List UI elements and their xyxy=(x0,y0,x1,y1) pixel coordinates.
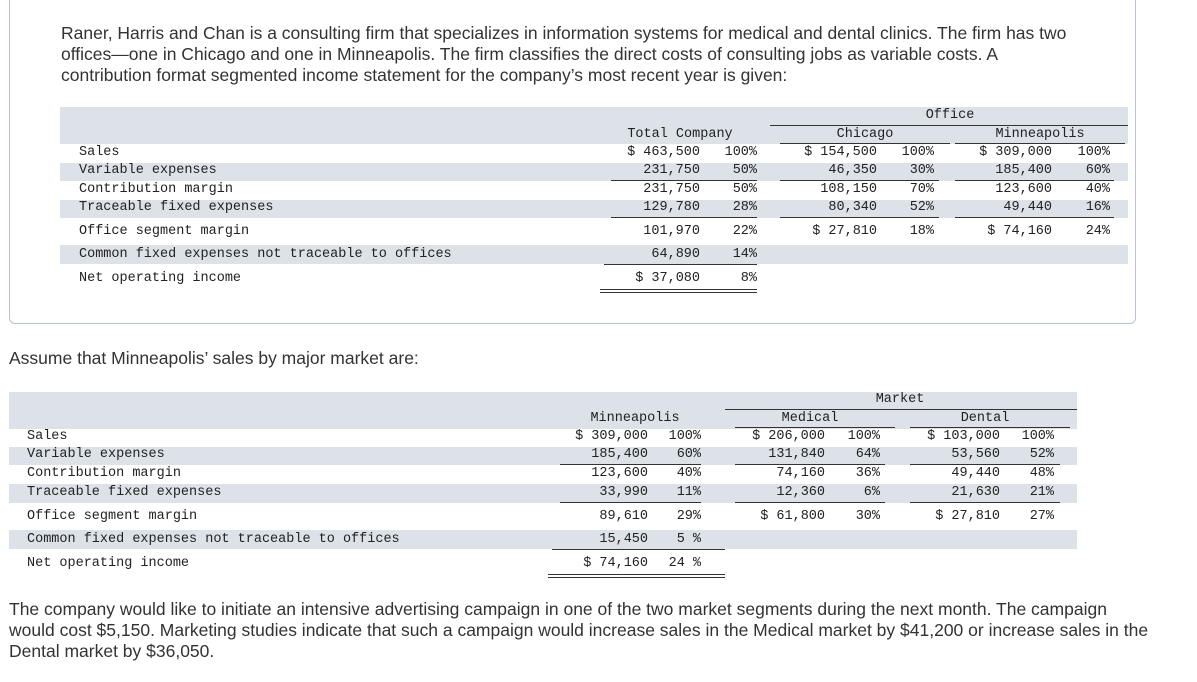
assume-text: Assume that Minneapolis’ sales by major market are: xyxy=(9,348,419,368)
segment-b-amount: 53,560 xyxy=(951,447,1000,462)
segment-b-amount: 185,400 xyxy=(995,163,1052,178)
rule-line xyxy=(604,264,757,265)
column-header-b: Dental xyxy=(960,411,1010,426)
segment-a-percent: 64% xyxy=(855,447,880,462)
total-percent: 22% xyxy=(732,224,757,239)
segment-b-percent: 27% xyxy=(1029,509,1054,524)
total-percent: 100% xyxy=(724,145,757,160)
segment-b-percent: 16% xyxy=(1085,200,1110,215)
segment-a-percent: 100% xyxy=(847,429,880,444)
row-label: Variable expenses xyxy=(79,163,217,178)
total-percent: 29% xyxy=(676,509,701,524)
segment-b-amount: $ 27,810 xyxy=(935,509,1000,524)
segment-a-percent: 52% xyxy=(909,200,934,215)
total-amount: $ 74,160 xyxy=(583,556,648,571)
rule-line xyxy=(735,502,885,503)
segment-b-amount: 49,440 xyxy=(1003,200,1052,215)
segment-b-percent: 100% xyxy=(1021,429,1054,444)
segment-b-percent: 40% xyxy=(1085,182,1110,197)
row-label: Net operating income xyxy=(27,556,190,571)
total-percent: 28% xyxy=(732,200,757,215)
segment-b-amount: $ 103,000 xyxy=(927,429,1000,444)
rule-line xyxy=(548,574,725,575)
segment-b-percent: 100% xyxy=(1077,145,1110,160)
segment-a-percent: 100% xyxy=(901,145,934,160)
rule-line xyxy=(611,217,757,218)
segment-b-amount: 21,630 xyxy=(951,485,1000,500)
rule-line xyxy=(560,502,701,503)
segment-a-amount: 46,350 xyxy=(828,163,877,178)
row-label: Variable expenses xyxy=(27,447,165,462)
segment-b-percent: 21% xyxy=(1029,485,1054,500)
segment-b-amount: $ 309,000 xyxy=(979,145,1052,160)
total-amount: 185,400 xyxy=(591,447,648,462)
rule-line xyxy=(600,292,757,293)
row-label: Common fixed expenses not traceable to offices xyxy=(79,247,452,262)
segment-a-amount: 80,340 xyxy=(828,200,877,215)
rule-line xyxy=(600,289,757,290)
total-amount: 101,970 xyxy=(643,224,700,239)
total-percent: 5 % xyxy=(676,532,701,547)
segment-a-amount: $ 206,000 xyxy=(752,429,825,444)
rule-line xyxy=(548,577,725,578)
segment-a-percent: 70% xyxy=(909,182,934,197)
total-percent: 11% xyxy=(676,485,701,500)
row-label: Net operating income xyxy=(79,271,242,286)
segment-b-percent: 52% xyxy=(1029,447,1054,462)
segment-a-amount: 108,150 xyxy=(820,182,877,197)
column-header-total: Total Company xyxy=(627,127,733,142)
group-header: Market xyxy=(875,392,925,407)
intro-paragraph: Raner, Harris and Chan is a consulting firm that specializes in information systems for medical and dental clinics. The firm has two offices—one in Chicago and one in Minneapolis. The firm classifies the direct costs of consulting jobs as variable costs. A contribution format segmented income statement for the company’s most recent year is given: xyxy=(61,23,1067,85)
row-label: Traceable fixed expenses xyxy=(27,485,222,500)
row-label: Contribution margin xyxy=(27,466,181,481)
row-label: Sales xyxy=(27,429,68,444)
total-percent: 24 % xyxy=(668,556,701,571)
row-label: Office segment margin xyxy=(79,224,250,239)
row-label: Common fixed expenses not traceable to offices xyxy=(27,532,400,547)
segment-b-percent: 48% xyxy=(1029,466,1054,481)
total-amount: 129,780 xyxy=(643,200,700,215)
row-label: Traceable fixed expenses xyxy=(79,200,274,215)
segment-a-percent: 6% xyxy=(863,485,880,500)
total-amount: 89,610 xyxy=(599,509,648,524)
total-amount: 231,750 xyxy=(643,182,700,197)
segment-b-percent: 60% xyxy=(1085,163,1110,178)
total-percent: 50% xyxy=(732,163,757,178)
column-header-a: Medical xyxy=(781,411,839,426)
group-header: Office xyxy=(925,108,975,123)
rule-line xyxy=(780,217,939,218)
segment-b-amount: 49,440 xyxy=(951,466,1000,481)
total-percent: 40% xyxy=(676,466,701,481)
segment-a-percent: 30% xyxy=(909,163,934,178)
segment-a-amount: $ 61,800 xyxy=(760,509,825,524)
segment-a-amount: $ 154,500 xyxy=(804,145,877,160)
rule-line xyxy=(955,217,1114,218)
total-percent: 8% xyxy=(740,271,757,286)
rule-line xyxy=(552,549,725,550)
total-percent: 50% xyxy=(732,182,757,197)
column-header-total: Minneapolis xyxy=(590,411,680,426)
total-amount: 33,990 xyxy=(599,485,648,500)
closing-paragraph: The company would like to initiate an intensive advertising campaign in one of the two market segments during the next month. The campaign would cost $5,150. Marketing studies indicate that such a campaign would increase sales in the Medical market by $41,200 or increase sales in the Dental market by $36,050. xyxy=(9,599,1149,661)
total-amount: 123,600 xyxy=(591,466,648,481)
row-label: Sales xyxy=(79,145,120,160)
segment-a-percent: 30% xyxy=(855,509,880,524)
segment-b-amount: 123,600 xyxy=(995,182,1052,197)
total-percent: 14% xyxy=(732,247,757,262)
rule-line xyxy=(910,502,1060,503)
row-label: Contribution margin xyxy=(79,182,233,197)
column-header-b: Minneapolis xyxy=(995,127,1085,142)
segment-a-amount: $ 27,810 xyxy=(812,224,877,239)
total-amount: $ 463,500 xyxy=(627,145,700,160)
total-amount: $ 37,080 xyxy=(635,271,700,286)
segment-a-amount: 12,360 xyxy=(776,485,825,500)
total-amount: 231,750 xyxy=(643,163,700,178)
segment-a-amount: 74,160 xyxy=(776,466,825,481)
total-amount: 15,450 xyxy=(599,532,648,547)
segment-a-amount: 131,840 xyxy=(768,447,825,462)
segment-a-percent: 36% xyxy=(855,466,880,481)
total-amount: $ 309,000 xyxy=(575,429,648,444)
total-amount: 64,890 xyxy=(651,247,700,262)
segment-b-percent: 24% xyxy=(1085,224,1110,239)
total-percent: 60% xyxy=(676,447,701,462)
segment-a-percent: 18% xyxy=(909,224,934,239)
column-header-a: Chicago xyxy=(836,127,894,142)
row-label: Office segment margin xyxy=(27,509,198,524)
total-percent: 100% xyxy=(668,429,701,444)
segment-b-amount: $ 74,160 xyxy=(987,224,1052,239)
